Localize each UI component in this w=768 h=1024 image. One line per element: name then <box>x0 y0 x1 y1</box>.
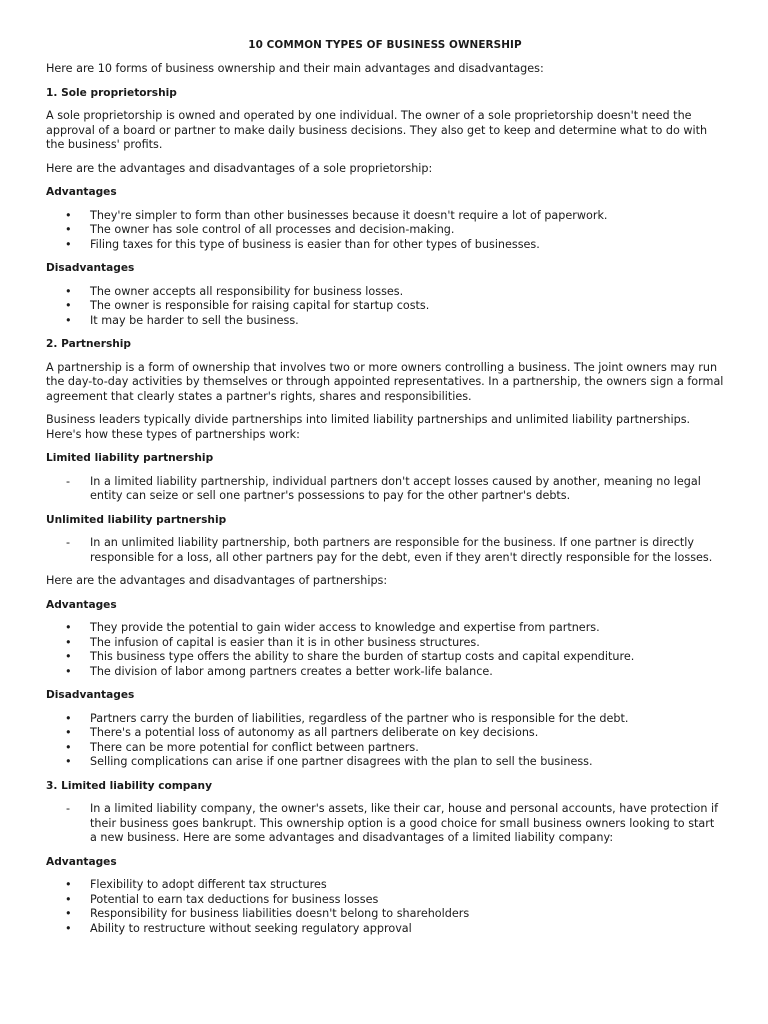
subtype-heading-limited-liability-partnership: Limited liability partnership <box>46 452 214 464</box>
list-item <box>46 238 724 253</box>
list-item <box>46 650 724 665</box>
list-item-text: There's a potential loss of autonomy as all partners deliberate on key decisions. <box>90 726 539 739</box>
bullet-icon: • <box>65 223 72 236</box>
list-item-text: Partners carry the burden of liabilities, regardless of the partner who is responsible for the debt. <box>90 711 629 725</box>
bullet-icon: • <box>65 284 72 298</box>
list-item <box>46 893 724 908</box>
list-item-text: The division of labor among partners creates a better work-life balance. <box>90 664 493 678</box>
bullet-icon: • <box>65 921 72 935</box>
paragraph: Here are the advantages and disadvantages of partnerships: <box>46 574 388 587</box>
list-item-text: There can be more potential for conflict between partners. <box>90 740 419 754</box>
list-item-text: In an unlimited liability partnership, both partners are responsible for the business. If one partner is directly responsible for a loss, all other partners pay for the debt, even if they aren't directly responsible for the losses. <box>90 536 713 564</box>
disadvantages-list <box>46 712 724 770</box>
advantages-list <box>46 621 724 679</box>
bullet-icon: • <box>65 726 72 739</box>
dash-list <box>46 536 724 565</box>
list-item <box>46 209 724 224</box>
list-item-text: They provide the potential to gain wider access to knowledge and expertise from partners. <box>90 621 600 634</box>
section-heading-limited-liability-company: 3. Limited liability company <box>46 779 212 792</box>
dash-icon: - <box>66 802 71 815</box>
paragraph: A partnership is a form of ownership that involves two or more owners controlling a business. The joint owners may run the day-to-day activities by themselves or through appointed representatives. In a partnership, the owners sign a formal agreement that clearly states a partner's rights, shares and responsibilities. <box>46 360 724 403</box>
list-item <box>46 726 724 741</box>
bullet-icon: • <box>65 740 72 754</box>
list-item <box>46 223 724 238</box>
bullet-icon: • <box>65 664 72 678</box>
list-item-text: The infusion of capital is easier than it is in other business structures. <box>90 635 480 649</box>
list-item <box>46 802 724 846</box>
list-item-text: Potential to earn tax deductions for business losses <box>90 892 379 906</box>
bullet-icon: • <box>65 892 72 906</box>
list-item-text: Filing taxes for this type of business is easier than for other types of businesses. <box>90 237 540 251</box>
list-item <box>46 878 724 893</box>
bullet-icon: • <box>65 878 72 891</box>
list-item <box>46 314 724 329</box>
bullet-icon: • <box>65 621 72 634</box>
list-item-text: Responsibility for business liabilities doesn't belong to shareholders <box>90 907 470 920</box>
bullet-icon: • <box>65 755 72 768</box>
advantages-list <box>46 878 724 936</box>
bullet-icon: • <box>65 313 72 327</box>
advantages-heading: Advantages <box>46 186 117 198</box>
list-item <box>46 755 724 770</box>
document-page <box>46 38 724 945</box>
bullet-icon: • <box>65 907 72 920</box>
list-item <box>46 299 724 314</box>
list-item-text: The owner has sole control of all processes and decision-making. <box>90 223 455 236</box>
list-item-text: In a limited liability partnership, individual partners don't accept losses caused by another, meaning no legal entity can seize or sell one partner's possessions to pay for the other partner's debts. <box>90 474 701 502</box>
intro-paragraph: Here are 10 forms of business ownership and their main advantages and disadvantages: <box>46 62 544 75</box>
list-item-text: In a limited liability company, the owner's assets, like their car, house and personal accounts, have protection if their business goes bankrupt. This ownership option is a good choice for small business owners looking to start a new business. Here are some advantages and disadvantages of a limited liability company: <box>90 802 719 844</box>
list-item <box>46 636 724 651</box>
list-item <box>46 621 724 636</box>
advantages-heading: Advantages <box>46 598 117 611</box>
bullet-icon: • <box>65 650 72 663</box>
section-heading-sole-proprietorship: 1. Sole proprietorship <box>46 86 177 99</box>
list-item-text: This business type offers the ability to share the burden of startup costs and capital expenditure. <box>90 650 635 663</box>
bullet-icon: • <box>65 711 72 725</box>
disadvantages-list <box>46 285 724 329</box>
disadvantages-heading: Disadvantages <box>46 262 135 274</box>
advantages-list <box>46 209 724 253</box>
list-item <box>46 741 724 756</box>
list-item-text: It may be harder to sell the business. <box>90 313 299 327</box>
dash-list <box>46 475 724 504</box>
disadvantages-heading: Disadvantages <box>46 689 135 701</box>
list-item <box>46 475 724 504</box>
paragraph: Here are the advantages and disadvantages of a sole proprietorship: <box>46 161 433 175</box>
list-item-text: They're simpler to form than other businesses because it doesn't require a lot of paperwork. <box>90 208 608 222</box>
bullet-icon: • <box>65 208 72 222</box>
list-item <box>46 285 724 300</box>
paragraph: A sole proprietorship is owned and operated by one individual. The owner of a sole proprietorship doesn't need the approval of a board or partner to make daily business decisions. They also get to keep and determine what to do with the business' profits. <box>46 109 708 151</box>
dash-list <box>46 802 724 846</box>
bullet-icon: • <box>65 299 72 312</box>
paragraph: Business leaders typically divide partnerships into limited liability partnerships and unlimited liability partnerships. Here's how these types of partnerships work: <box>46 413 691 441</box>
list-item <box>46 712 724 727</box>
list-item-text: The owner is responsible for raising capital for startup costs. <box>90 299 430 312</box>
advantages-heading: Advantages <box>46 855 117 868</box>
bullet-icon: • <box>65 635 72 649</box>
section-heading-partnership: 2. Partnership <box>46 338 132 350</box>
list-item-text: The owner accepts all responsibility for business losses. <box>90 284 404 298</box>
dash-icon: - <box>66 474 71 488</box>
list-item <box>46 907 724 922</box>
subtype-heading-unlimited-liability-partnership: Unlimited liability partnership <box>46 513 227 526</box>
dash-icon: - <box>66 536 71 549</box>
list-item <box>46 536 724 565</box>
bullet-icon: • <box>65 237 72 251</box>
document-title: 10 COMMON TYPES OF BUSINESS OWNERSHIP <box>248 39 522 51</box>
list-item-text: Selling complications can arise if one partner disagrees with the plan to sell the business. <box>90 755 593 768</box>
list-item <box>46 922 724 937</box>
list-item-text: Flexibility to adopt different tax structures <box>90 878 327 891</box>
list-item-text: Ability to restructure without seeking regulatory approval <box>90 921 412 935</box>
list-item <box>46 665 724 680</box>
